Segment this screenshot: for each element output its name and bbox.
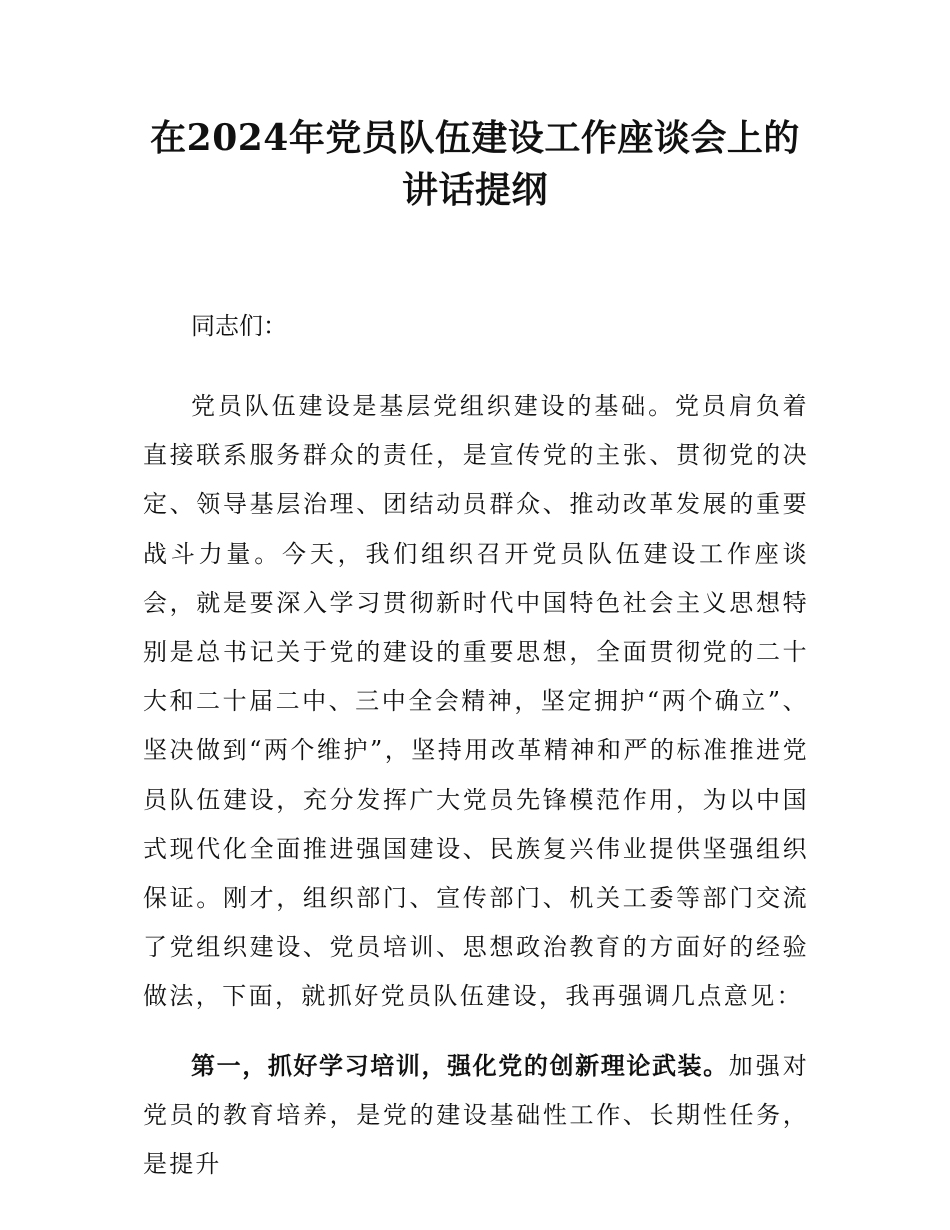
- point-1-body: 加强对党员的教育培养，是党的建设基础性工作、长期性任务，是提升: [143, 1051, 809, 1179]
- point-1-heading: 第一，抓好学习培训，强化党的创新理论武装。: [191, 1050, 729, 1080]
- document-title: 在2024年党员队伍建设工作座谈会上的讲话提纲: [150, 117, 800, 211]
- paragraph-intro: 党员队伍建设是基层党组织建设的基础。党员肩负着直接联系服务群众的责任，是宣传党的主张、贯彻党的决定、领导基层治理、团结动员群众、推动改革发展的重要战斗力量。今天，我们组织召开党员队伍建设工作座谈会，就是要深入学习贯彻新时代中国特色社会主义思想特别是总书记关于党的建设的重要思想，全面贯彻党的二十大和二十届二中、三中全会精神，坚定拥护“两个确立”、坚决做到“两个维护”，坚持用改革精神和严的标准推进党员队伍建设，充分发挥广大党员先锋模范作用，为以中国式现代化全面推进强国建设、民族复兴伟业提供坚强组织保证。刚才，组织部门、宣传部门、机关工委等部门交流了党组织建设、党员培训、思想政治教育的方面好的经验做法，下面，就抓好党员队伍建设，我再强调几点意见：: [143, 392, 809, 1011]
- paragraph-point-1: [143, 1041, 809, 1190]
- greeting: 同志们：: [191, 312, 287, 340]
- document-body: [143, 302, 809, 1208]
